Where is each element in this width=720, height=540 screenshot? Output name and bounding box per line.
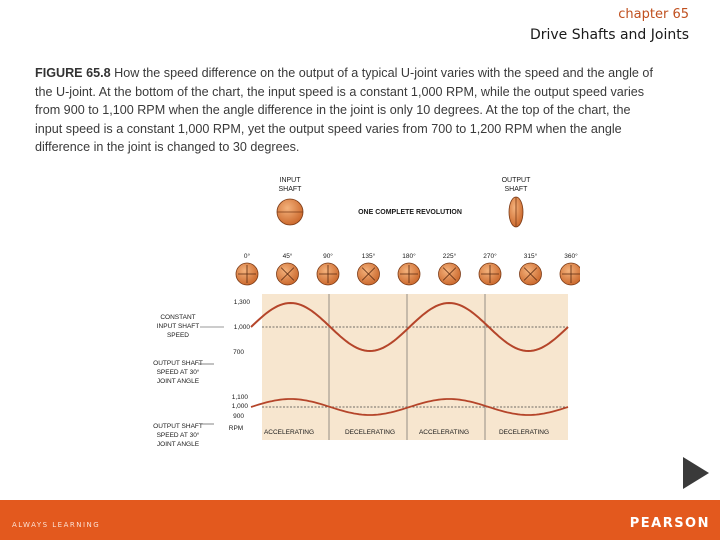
output-shaft-label-2: SHAFT bbox=[504, 186, 528, 193]
label-10-2: SPEED AT 30° bbox=[156, 432, 200, 439]
tick-1000-top: 1,000 bbox=[233, 324, 250, 331]
u-joint-ball-icon bbox=[317, 263, 339, 285]
output-shaft-ball-icon bbox=[509, 197, 523, 227]
u-joint-ball-icon bbox=[520, 263, 542, 285]
angle-label: 180° bbox=[402, 253, 416, 260]
footer-bar bbox=[0, 500, 720, 540]
angle-label: 360° bbox=[564, 253, 578, 260]
label-10-3: JOINT ANGLE bbox=[156, 441, 200, 448]
angle-label: 45° bbox=[282, 253, 293, 260]
label-10-1: OUTPUT SHAFT bbox=[153, 423, 203, 430]
label-constant-1: CONSTANT bbox=[160, 314, 196, 321]
u-joint-ball-icon bbox=[236, 263, 258, 285]
pearson-logo: PEARSON bbox=[629, 516, 710, 531]
rpm-label: RPM bbox=[228, 425, 244, 432]
u-joint-ball-icon bbox=[398, 263, 420, 285]
figure-label: FIGURE 65.8 bbox=[35, 66, 111, 80]
chapter-title: Drive Shafts and Joints bbox=[529, 27, 689, 43]
chart-background bbox=[262, 294, 568, 440]
label-constant-3: SPEED bbox=[166, 332, 190, 339]
u-joint-ball-icon bbox=[358, 263, 380, 285]
angle-label: 225° bbox=[442, 253, 457, 260]
footer-tagline: ALWAYS LEARNING bbox=[12, 521, 101, 529]
tick-1300: 1,300 bbox=[233, 299, 250, 306]
angle-label: 270° bbox=[483, 253, 497, 260]
u-joint-ball-icon bbox=[560, 263, 580, 285]
angle-label: 0° bbox=[243, 253, 251, 260]
tick-700: 700 bbox=[233, 349, 244, 356]
input-shaft-label-2: SHAFT bbox=[278, 186, 302, 193]
u-joint-ball-icon bbox=[277, 263, 299, 285]
angle-label: 90° bbox=[323, 253, 333, 260]
tick-900: 900 bbox=[233, 413, 244, 420]
label-30-2: SPEED AT 30° bbox=[156, 369, 200, 376]
u-joint-ball-icon bbox=[479, 263, 501, 285]
phase-label-3: ACCELERATING bbox=[418, 429, 470, 436]
revolution-label: ONE COMPLETE REVOLUTION bbox=[358, 209, 462, 216]
label-constant-2: INPUT SHAFT bbox=[156, 323, 200, 330]
figure-caption bbox=[35, 64, 655, 157]
u-joint-ball-icon bbox=[439, 263, 461, 285]
figure-caption-text: How the speed difference on the output of a typical U-joint varies with the speed and the angle of the U-joint. At the bottom of the chart, the input speed is a constant 1,000 RPM, while the output speed varies from 900 to 1,100 RPM when the angle difference in the joint is only 10 degrees. At the top of the chart, the input speed is a constant 1,000 RPM, yet the output speed varies from 700 to 1,200 RPM when the angle difference in the joint is changed to 30 degrees. bbox=[35, 66, 653, 154]
tick-1100: 1,100 bbox=[231, 394, 248, 401]
u-joint-speed-figure bbox=[140, 170, 580, 460]
phase-label-1: ACCELERATING bbox=[263, 429, 315, 436]
phase-label-2: DECELERATING bbox=[344, 429, 396, 436]
angle-label: 135° bbox=[361, 253, 376, 260]
input-shaft-ball-icon bbox=[277, 199, 303, 225]
label-30-3: JOINT ANGLE bbox=[156, 378, 200, 385]
phase-label-4: DECELERATING bbox=[498, 429, 550, 436]
label-30-1: OUTPUT SHAFT bbox=[153, 360, 203, 367]
input-shaft-label-1: INPUT bbox=[279, 177, 301, 184]
u-joint-figure-svg bbox=[140, 170, 580, 460]
output-shaft-label-1: OUTPUT bbox=[501, 177, 531, 184]
tick-1000-bottom: 1,000 bbox=[231, 403, 248, 410]
chapter-label: chapter 65 bbox=[618, 7, 689, 22]
angle-label: 315° bbox=[523, 253, 538, 260]
next-slide-arrow-icon[interactable] bbox=[681, 455, 711, 491]
